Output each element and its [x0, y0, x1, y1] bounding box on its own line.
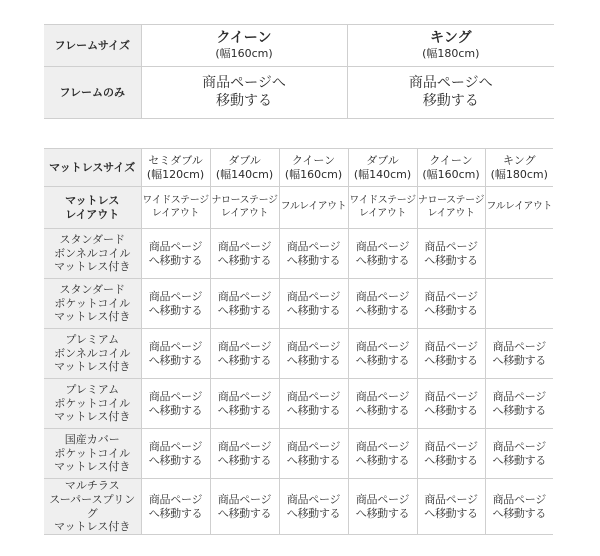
- size-name: ダブル: [366, 153, 399, 167]
- product-page-link[interactable]: 商品ページ へ移動する: [210, 279, 279, 329]
- product-page-link[interactable]: 商品ページ へ移動する: [141, 329, 210, 379]
- layout-cell: ワイドステージ レイアウト: [348, 187, 417, 229]
- product-page-link[interactable]: 商品ページ へ移動する: [348, 329, 417, 379]
- king-frame-link[interactable]: 商品ページへ 移動する: [347, 67, 554, 119]
- mattress-rows: [44, 229, 553, 535]
- size-width: (幅180cm): [490, 167, 548, 181]
- product-page-link[interactable]: 商品ページ へ移動する: [210, 429, 279, 479]
- layout-cell: ナローステージ レイアウト: [210, 187, 279, 229]
- size-name: クイーン: [429, 153, 473, 167]
- layout-cell: フルレイアウト: [485, 187, 553, 229]
- mattress-type-label: スタンダード ボンネルコイル マットレス付き: [44, 229, 141, 279]
- product-page-link[interactable]: 商品ページ へ移動する: [141, 379, 210, 429]
- product-page-link[interactable]: 商品ページ へ移動する: [348, 479, 417, 535]
- mattress-row: [44, 379, 553, 429]
- frame-size-table: [44, 24, 554, 119]
- product-page-link[interactable]: 商品ページ へ移動する: [485, 379, 553, 429]
- size-cell: [417, 149, 485, 187]
- product-page-link[interactable]: 商品ページ へ移動する: [279, 229, 348, 279]
- size-name: キング: [429, 29, 472, 46]
- size-width: (幅160cm): [215, 47, 273, 61]
- frame-size-header: フレームサイズ: [44, 25, 141, 67]
- mattress-row: [44, 329, 553, 379]
- frame-only-row: [44, 67, 554, 119]
- product-page-link[interactable]: 商品ページ へ移動する: [348, 279, 417, 329]
- layout-cell: ナローステージ レイアウト: [417, 187, 485, 229]
- size-cell: [141, 149, 210, 187]
- mattress-type-label: プレミアム ポケットコイル マットレス付き: [44, 379, 141, 429]
- size-cell: [279, 149, 348, 187]
- layout-row: [44, 187, 553, 229]
- size-width: (幅140cm): [353, 167, 412, 181]
- mattress-type-label: プレミアム ボンネルコイル マットレス付き: [44, 329, 141, 379]
- size-width: (幅120cm): [146, 167, 205, 181]
- empty-cell: [485, 279, 553, 329]
- mattress-row: [44, 229, 553, 279]
- mattress-row: [44, 279, 553, 329]
- size-cell: [210, 149, 279, 187]
- mattress-type-label: マルチラス スーパースプリング マットレス付き: [44, 479, 141, 535]
- queen-frame-link[interactable]: 商品ページへ 移動する: [141, 67, 347, 119]
- product-page-link[interactable]: 商品ページ へ移動する: [279, 379, 348, 429]
- frame-only-header: フレームのみ: [44, 67, 141, 119]
- mattress-table: [44, 148, 553, 535]
- size-width: (幅160cm): [284, 167, 343, 181]
- product-page-link[interactable]: 商品ページ へ移動する: [141, 429, 210, 479]
- size-width: (幅140cm): [215, 167, 274, 181]
- product-page-link[interactable]: 商品ページ へ移動する: [485, 479, 553, 535]
- size-queen: [141, 25, 347, 67]
- product-page-link[interactable]: 商品ページ へ移動する: [417, 279, 485, 329]
- size-king: [347, 25, 554, 67]
- mattress-type-label: 国産カバー ポケットコイル マットレス付き: [44, 429, 141, 479]
- size-cell: [348, 149, 417, 187]
- product-page-link[interactable]: 商品ページ へ移動する: [210, 229, 279, 279]
- size-name: クイーン: [291, 153, 336, 167]
- product-page-link[interactable]: 商品ページ へ移動する: [279, 329, 348, 379]
- mattress-row: [44, 429, 553, 479]
- product-page-link[interactable]: 商品ページ へ移動する: [210, 379, 279, 429]
- size-cell: [485, 149, 553, 187]
- product-page-link[interactable]: 商品ページ へ移動する: [417, 229, 485, 279]
- size-width: (幅180cm): [422, 47, 480, 61]
- product-page-link[interactable]: 商品ページ へ移動する: [417, 329, 485, 379]
- product-page-link[interactable]: 商品ページ へ移動する: [279, 279, 348, 329]
- product-page-link[interactable]: 商品ページ へ移動する: [348, 379, 417, 429]
- layout-header: マットレス レイアウト: [44, 187, 141, 229]
- layout-cell: フルレイアウト: [279, 187, 348, 229]
- product-page-link[interactable]: 商品ページ へ移動する: [210, 479, 279, 535]
- size-name: キング: [502, 153, 536, 167]
- product-page-link[interactable]: 商品ページ へ移動する: [210, 329, 279, 379]
- layout-cell: ワイドステージ レイアウト: [141, 187, 210, 229]
- frame-size-row: [44, 25, 554, 67]
- product-page-link[interactable]: 商品ページ へ移動する: [417, 479, 485, 535]
- size-name: ダブル: [228, 153, 261, 167]
- size-width: (幅160cm): [422, 167, 480, 181]
- product-page-link[interactable]: 商品ページ へ移動する: [348, 229, 417, 279]
- product-page-link[interactable]: 商品ページ へ移動する: [279, 429, 348, 479]
- product-page-link[interactable]: 商品ページ へ移動する: [417, 379, 485, 429]
- product-page-link[interactable]: 商品ページ へ移動する: [141, 229, 210, 279]
- mattress-size-header: マットレスサイズ: [44, 149, 141, 187]
- empty-cell: [485, 229, 553, 279]
- product-page-link[interactable]: 商品ページ へ移動する: [279, 479, 348, 535]
- product-page-link[interactable]: 商品ページ へ移動する: [485, 429, 553, 479]
- mattress-row: [44, 479, 553, 535]
- mattress-type-label: スタンダード ポケットコイル マットレス付き: [44, 279, 141, 329]
- product-page-link[interactable]: 商品ページ へ移動する: [141, 279, 210, 329]
- size-name: クイーン: [216, 29, 272, 46]
- mattress-size-row: [44, 149, 553, 187]
- product-page-link[interactable]: 商品ページ へ移動する: [348, 429, 417, 479]
- product-page-link[interactable]: 商品ページ へ移動する: [417, 429, 485, 479]
- size-name: セミダブル: [148, 153, 203, 167]
- product-page-link[interactable]: 商品ページ へ移動する: [141, 479, 210, 535]
- product-page-link[interactable]: 商品ページ へ移動する: [485, 329, 553, 379]
